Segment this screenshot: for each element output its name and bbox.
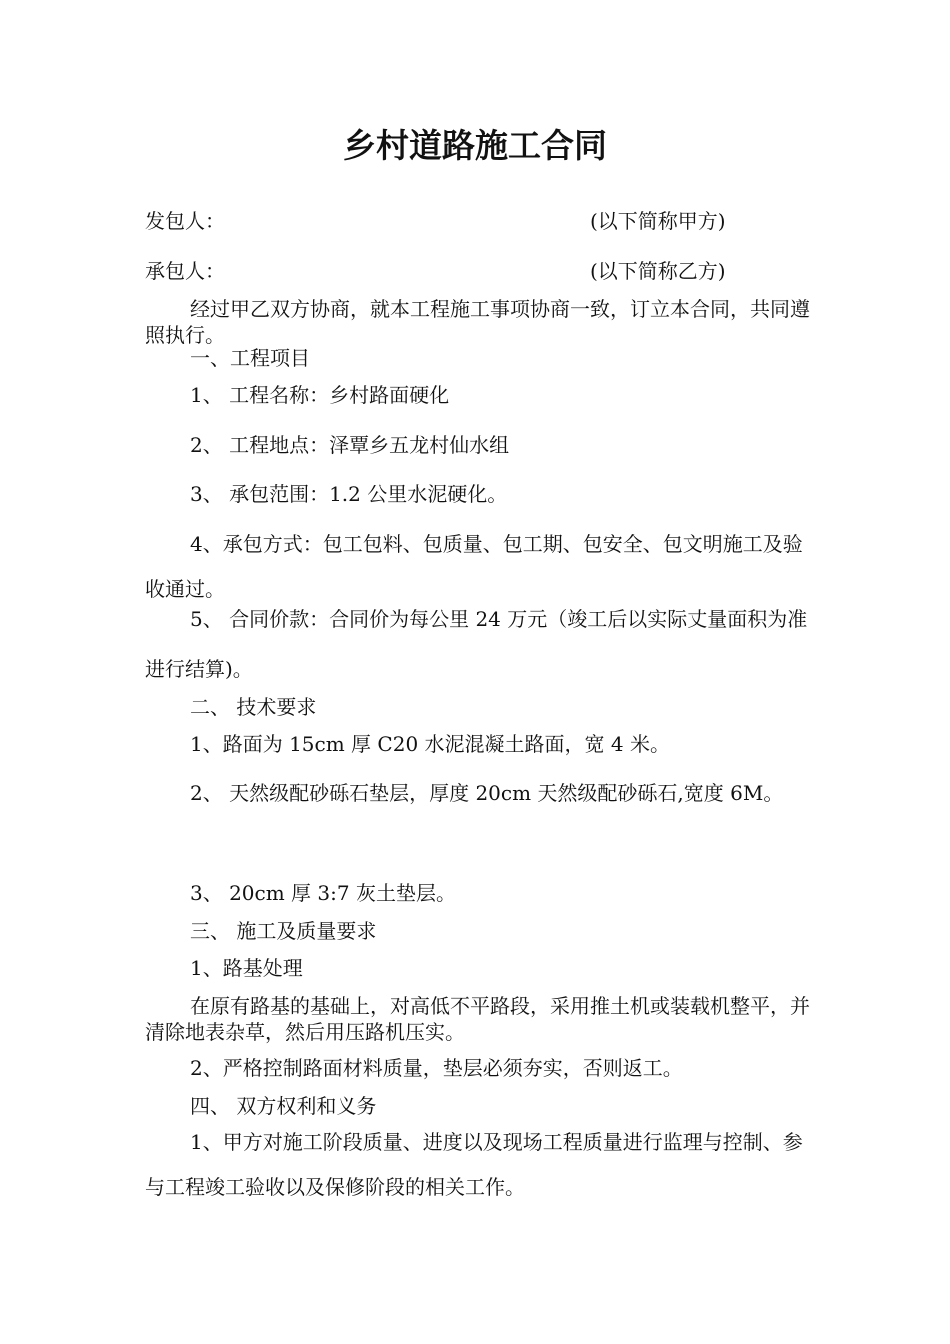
document-title: 乡村道路施工合同 [343,126,607,165]
party-b-note: (以下简称乙方) [590,259,726,283]
party-a-note: (以下简称甲方) [590,209,726,233]
section-3-heading: 三、 施工及质量要求 [190,919,377,943]
party-a-duties-item: 1、甲方对施工阶段质量、进度以及现场工程质量进行监理与控制、参与工程竣工验收以及保修阶段的相关工作。 [145,1130,803,1199]
material-quality-item: 2、严格控制路面材料质量，垫层必须夯实，否则返工。 [190,1056,683,1080]
subgrade-heading: 1、路基处理 [190,956,303,980]
gravel-layer-item: 2、 天然级配砂砾石垫层，厚度 20cm 天然级配砂砾石,宽度 6M。 [190,781,784,805]
section-2-heading: 二、 技术要求 [190,695,317,719]
contract-scope-item: 3、 承包范围：1.2 公里水泥硬化。 [190,482,508,506]
project-name-item: 1、 工程名称：乡村路面硬化 [190,383,450,407]
lime-soil-item: 3、 20cm 厚 3:7 灰土垫层。 [190,881,456,905]
road-surface-item: 1、路面为 15cm 厚 C20 水泥混凝土路面，宽 4 米。 [190,732,670,756]
party-a-line [145,208,820,234]
section-4-heading: 四、 双方权利和义务 [190,1094,377,1118]
intro-paragraph: 经过甲乙双方协商，就本工程施工事项协商一致，订立本合同，共同遵照执行。 [145,297,810,347]
party-b-line [145,258,820,284]
contract-price-item: 5、 合同价款：合同价为每公里 24 万元（竣工后以实际丈量面积为准进行结算)。 [145,607,808,681]
project-location-item: 2、 工程地点：泽覃乡五龙村仙水组 [190,433,510,457]
subgrade-paragraph: 在原有路基的基础上，对高低不平路段，采用推土机或装载机整平，并清除地表杂草，然后用压路机压实。 [145,994,810,1044]
party-b-label: 承包人： [145,259,225,283]
contract-method-item: 4、承包方式：包工包料、包质量、包工期、包安全、包文明施工及验收通过。 [145,532,803,601]
section-1-heading: 一、工程项目 [190,346,310,370]
party-a-label: 发包人： [145,209,225,233]
